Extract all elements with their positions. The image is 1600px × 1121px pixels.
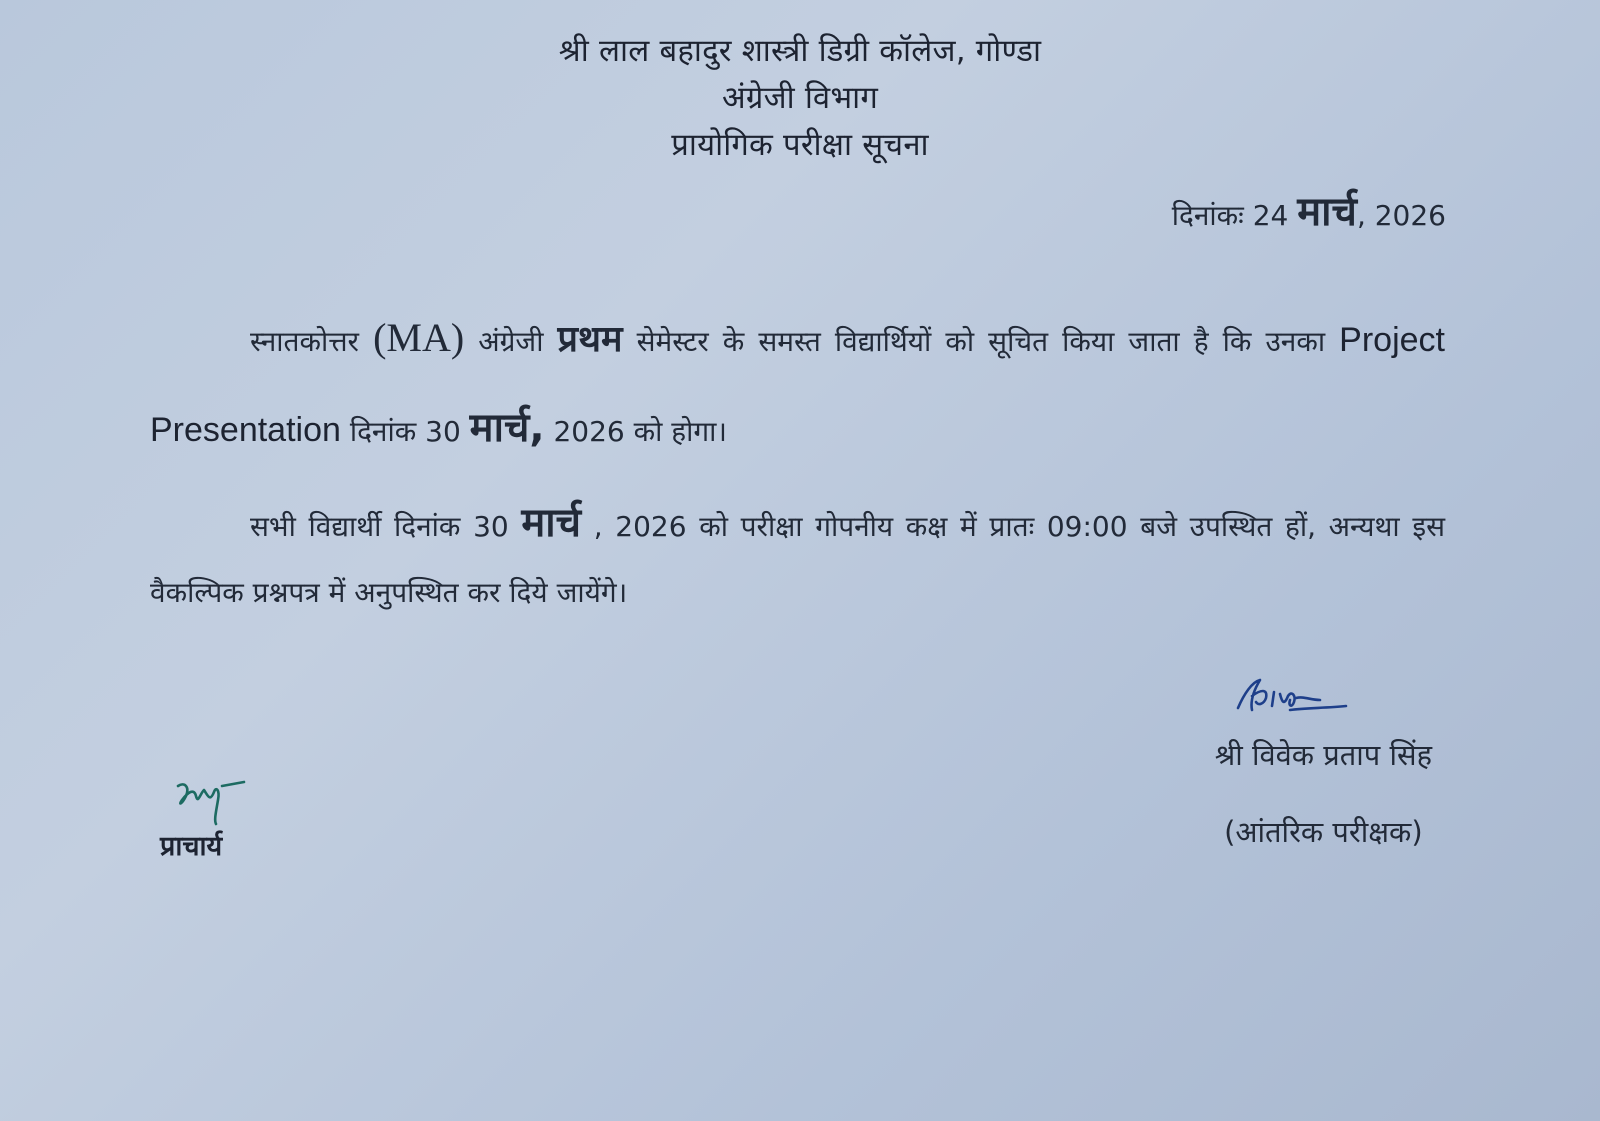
examiner-name: श्री विवेक प्रताप सिंह — [1214, 738, 1432, 772]
notice-paragraph-2 — [150, 490, 1445, 626]
examiner-role: (आंतरिक परीक्षक) — [1224, 815, 1423, 849]
p1-month: मार्च, — [469, 405, 545, 451]
letterhead — [0, 28, 1600, 169]
p1-text-2: अंग्रेजी — [478, 325, 544, 358]
principal-label: प्राचार्य — [160, 831, 223, 862]
p1-pratham: प्रथम — [557, 319, 623, 360]
notice-title: प्रायोगिक परीक्षा सूचना — [671, 127, 929, 163]
p1-text-5: 2026 को होगा। — [553, 415, 728, 448]
principal-signature-icon — [172, 776, 252, 826]
date-year: , 2026 — [1356, 199, 1446, 232]
department-name: अंग्रेजी विभाग — [722, 80, 878, 116]
p1-text-1: स्नातकोत्तर — [250, 325, 360, 358]
p1-project-presentation: Project Presentation — [150, 321, 1445, 449]
notice-date — [1172, 182, 1446, 237]
p2-month: मार्च — [521, 500, 582, 546]
p1-ma: (MA) — [373, 315, 465, 360]
notice-paragraph-1 — [150, 295, 1445, 475]
p1-text-3: सेमेस्टर के समस्त विद्यार्थियों को सूचित किया जाता है कि उनका — [636, 325, 1326, 358]
college-name: श्री लाल बहादुर शास्त्री डिग्री कॉलेज, गोण्डा — [558, 33, 1042, 69]
p2-text-1: सभी विद्यार्थी दिनांक 30 — [250, 510, 509, 543]
date-label: दिनांकः 24 — [1171, 199, 1289, 232]
examiner-block — [1215, 735, 1432, 851]
p2-text-2: , 2026 को परीक्षा गोपनीय कक्ष में प्रातः 09:00 बजे उपस्थित हों, अन्यथा इस वैकल्पिक प्रश्नपत्र में अनुपस्थित कर दिये जायेंगे। — [150, 510, 1446, 609]
date-month: मार्च — [1297, 189, 1357, 235]
examiner-signature-icon — [1230, 672, 1350, 720]
p1-text-4: दिनांक 30 — [349, 415, 461, 448]
